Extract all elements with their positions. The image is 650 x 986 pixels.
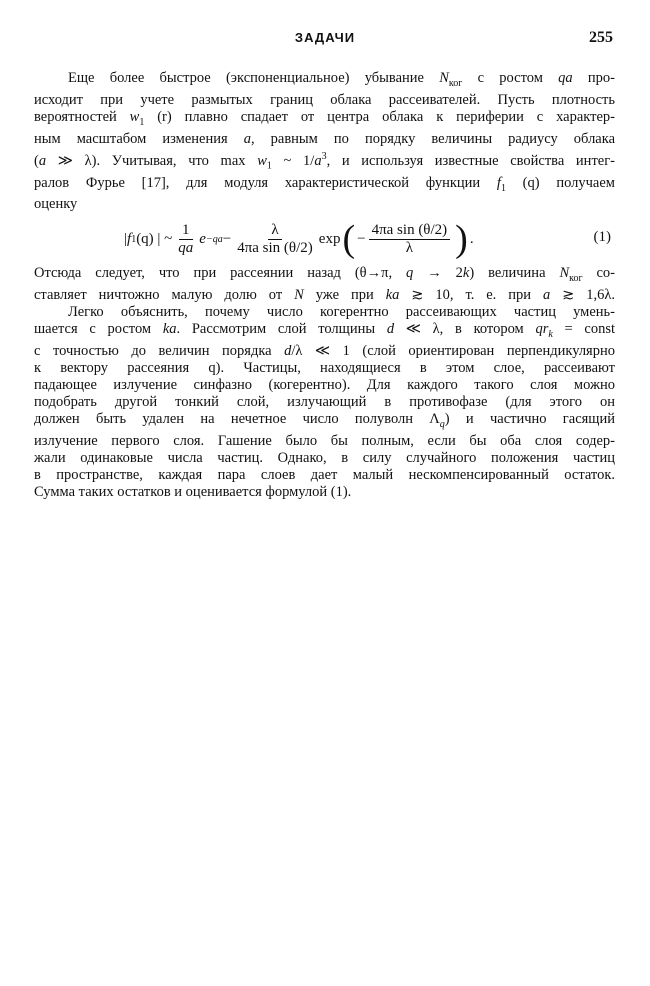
equation-body: | f 1 (q) | ~ $\frac{1}{qa}$ e −qa − $\frac{\lambda}{\text{4πa sin (θ/2)}}$ exp ( − $\frac{\text{4πa sin (θ/2)}}{\lambda}$ ) .: [124, 218, 474, 261]
text-line: Еще более быстрое (экспоненциальное) убывание $N_{ког}$ с ростом qa про-: [68, 70, 616, 89]
text-line: к вектору рассеяния q). Частицы, находящиеся в этом слое, рассеивают: [34, 360, 615, 377]
text-line: Отсюда следует, что при рассеянии назад (θ→π, q → 2k) величина $N_{ког}$ со-: [34, 265, 616, 285]
fraction: $\frac{\text{4πa sin (θ/2)}}{\lambda}$: [369, 222, 451, 257]
text-line: излучение первого слоя. Гашение было бы полным, если бы оба слоя содер-: [34, 433, 615, 450]
text-line: с точностью до величин порядка d/λ ≪ 1 (слой ориентирован перпендикулярно: [34, 343, 615, 360]
text-line: должен быть удален на нечетное число полуволн $\Lambda_q$) и частично гасящий: [34, 411, 615, 431]
text-line: жали одинаковые числа частиц. Однако, в силу случайного положения частиц: [34, 450, 615, 467]
equation-number: (1): [593, 229, 611, 246]
text-line: (a ≫ λ). Учитывая, что $\max w_1$ ~ $1/a^3$, и используя известные свойства интег-: [34, 150, 615, 172]
text-line: падающее излучение синфазно (когерентно). Для каждого такого слоя можно: [34, 377, 615, 394]
running-head: ЗАДАЧИ: [294, 30, 356, 45]
paragraph-1: [34, 70, 615, 213]
text-line: ралов Фурье [17], для модуля характеристической функции $f_1$ (q) получаем: [34, 174, 615, 194]
fraction: $\frac{\lambda}{\text{4πa sin (θ/2)}}$: [237, 221, 313, 256]
text-line: шается с ростом ka. Рассмотрим слой толщины d ≪ λ, в котором $qr_k$ = const: [34, 321, 615, 341]
text-line: подобрать другой тонкий слой, излучающий в противофазе (для этого он: [34, 394, 615, 411]
text-line: исходит при учете размытых границ облака рассеивателей. Пусть плотность: [34, 91, 615, 108]
page-body: [34, 70, 615, 501]
text-line: Легко объяснить, почему число когерентно рассеивающих частиц умень-: [68, 304, 615, 321]
paragraph-2: [34, 265, 615, 304]
text-line: вероятностей $w_1$ (r) плавно спадает от центра облака к периферии с характер-: [34, 108, 615, 128]
text-line: оценку: [34, 196, 78, 213]
text-line: Сумма таких остатков и оценивается формулой (1).: [34, 484, 352, 501]
text-line: ставляет ничтожно малую долю от N уже при ka ≳ 10, т. е. при a ≳ 1,6λ.: [34, 287, 615, 304]
page-number: 255: [589, 29, 613, 46]
fraction: $\frac{1}{qa}$: [178, 221, 194, 256]
text-line: в пространстве, каждая пара слоев дает малый нескомпенсированный остаток.: [34, 467, 615, 484]
paragraph-3: [34, 304, 615, 501]
equation-1: [34, 215, 615, 263]
text-line: ным масштабом изменения a, равным по порядку величины радиусу облака: [34, 130, 615, 147]
